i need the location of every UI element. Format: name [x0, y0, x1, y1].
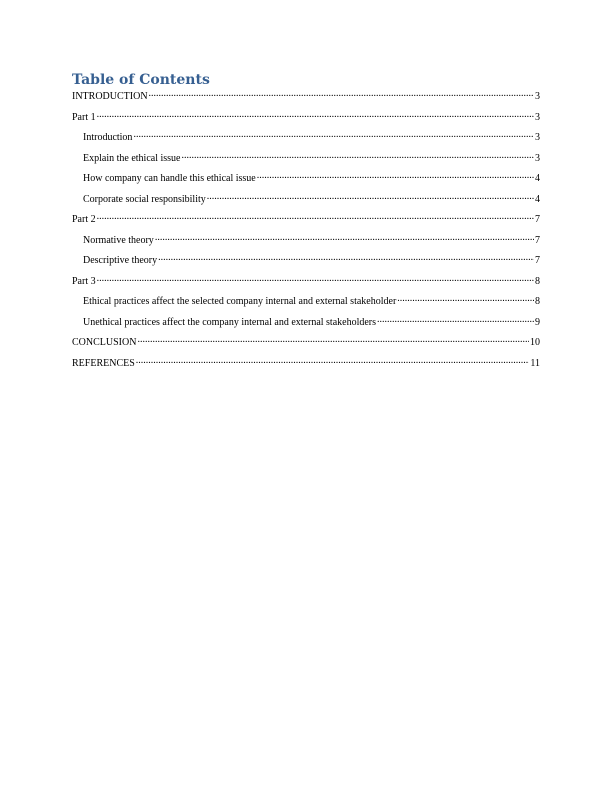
- toc-list: [72, 89, 540, 376]
- toc-entry-corporate-social-responsibility[interactable]: [72, 192, 540, 213]
- toc-page-number: 3: [535, 111, 540, 123]
- toc-dot-leader: [155, 233, 534, 243]
- toc-entry-introduction[interactable]: [72, 89, 540, 110]
- toc-page-number: 8: [535, 275, 540, 287]
- toc-page-number: 9: [535, 316, 540, 328]
- toc-dot-leader: [97, 110, 534, 120]
- toc-dot-leader: [136, 356, 530, 366]
- toc-page-number: 4: [535, 193, 540, 205]
- table-of-contents: [72, 71, 540, 376]
- toc-dot-leader: [397, 294, 534, 304]
- toc-page-number: 11: [530, 357, 540, 369]
- toc-entry-unethical-practices[interactable]: [72, 315, 540, 336]
- toc-entry-handle-ethical-issue[interactable]: [72, 171, 540, 192]
- toc-entry-part-3[interactable]: [72, 274, 540, 295]
- toc-dot-leader: [97, 274, 534, 284]
- toc-entry-label: INTRODUCTION: [72, 91, 148, 102]
- toc-dot-leader: [377, 315, 534, 325]
- toc-page-number: 7: [535, 255, 540, 266]
- toc-dot-leader: [149, 89, 534, 99]
- toc-entry-ethical-practices[interactable]: [72, 294, 540, 315]
- toc-entry-label: Part 2: [72, 214, 96, 225]
- toc-page-number: 4: [535, 173, 540, 184]
- toc-entry-part-1[interactable]: [72, 110, 540, 131]
- toc-entry-label: Explain the ethical issue: [83, 152, 181, 164]
- toc-entry-normative-theory[interactable]: [72, 233, 540, 254]
- toc-entry-label: Introduction: [83, 132, 133, 143]
- toc-page-number: 3: [535, 91, 540, 102]
- toc-page-number: 7: [535, 214, 540, 225]
- toc-page-number: 7: [535, 234, 540, 246]
- toc-dot-leader: [133, 130, 534, 140]
- toc-page-number: 3: [535, 132, 540, 143]
- toc-dot-leader: [137, 335, 529, 345]
- toc-entry-part-1-introduction[interactable]: [72, 130, 540, 151]
- toc-entry-label: REFERENCES: [72, 357, 135, 369]
- toc-entry-label: Ethical practices affect the selected company internal and external stakeholder: [83, 296, 397, 307]
- toc-entry-label: Descriptive theory: [83, 255, 158, 266]
- toc-dot-leader: [257, 171, 534, 181]
- toc-entry-label: Part 3: [72, 275, 96, 287]
- toc-page-number: 8: [535, 296, 540, 307]
- toc-entry-part-2[interactable]: [72, 212, 540, 233]
- toc-entry-label: How company can handle this ethical issue: [83, 173, 256, 184]
- toc-entry-label: CONCLUSION: [72, 337, 137, 348]
- toc-entry-label: Normative theory: [83, 234, 154, 246]
- toc-page-number: 10: [530, 337, 540, 348]
- toc-entry-conclusion[interactable]: [72, 335, 540, 356]
- toc-entry-descriptive-theory[interactable]: [72, 253, 540, 274]
- toc-entry-references[interactable]: [72, 356, 540, 377]
- toc-heading: Table of Contents: [72, 72, 210, 88]
- toc-dot-leader: [97, 212, 534, 222]
- toc-entry-label: Part 1: [72, 111, 96, 123]
- toc-dot-leader: [207, 192, 534, 202]
- toc-dot-leader: [158, 253, 534, 263]
- toc-dot-leader: [181, 151, 534, 161]
- toc-entry-label: Corporate social responsibility: [83, 193, 206, 205]
- toc-page-number: 3: [535, 152, 540, 164]
- toc-entry-label: Unethical practices affect the company internal and external stakeholders: [83, 316, 377, 328]
- toc-entry-explain-ethical-issue[interactable]: [72, 151, 540, 172]
